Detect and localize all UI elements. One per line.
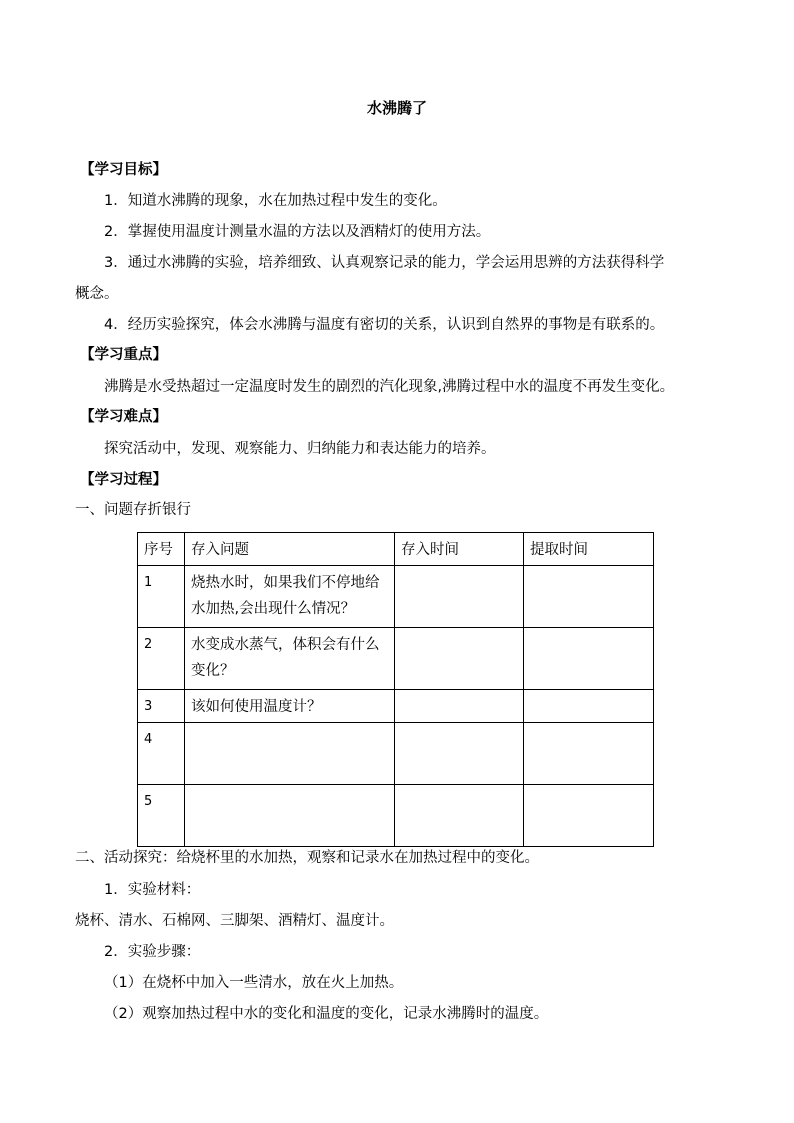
row-no: 5 <box>138 785 185 847</box>
row-no: 1 <box>138 566 185 628</box>
goals-header: 【学习目标】 <box>80 162 167 178</box>
row-withdraw <box>524 723 654 785</box>
header-cell-no: 序号 <box>138 533 185 566</box>
row-withdraw <box>524 690 654 723</box>
table-row <box>138 690 654 723</box>
goal-item: 1．知道水沸腾的现象，水在加热过程中发生的变化。 <box>104 193 447 209</box>
step-item: （2）观察加热过程中水的变化和温度的变化，记录水沸腾时的温度。 <box>104 1006 549 1022</box>
row-deposit <box>395 785 524 847</box>
part2-title: 二、活动探究：给烧杯里的水加热，观察和记录水在加热过程中的变化。 <box>75 850 539 866</box>
goal-item: 4．经历实验探究，体会水沸腾与温度有密切的关系，认识到自然界的事物是有联系的。 <box>104 317 665 333</box>
header-cell-deposit-time: 存入时间 <box>395 533 524 566</box>
row-question: 该如何使用温度计？ <box>185 690 395 723</box>
step-item: （1）在烧杯中加入一些清水，放在火上加热。 <box>104 975 404 991</box>
table-row <box>138 723 654 785</box>
row-question <box>185 723 395 785</box>
row-withdraw <box>524 566 654 628</box>
header-cell-question: 存入问题 <box>185 533 395 566</box>
row-deposit <box>395 628 524 690</box>
row-question: 烧热水时，如果我们不停地给水加热,会出现什么情况？ <box>185 566 395 628</box>
page-title: 水沸腾了 <box>366 99 427 117</box>
goal-item: 3．通过水沸腾的实验，培养细致、认真观察记录的能力，学会运用思辨的方法获得科学 <box>104 255 665 271</box>
process-header: 【学习过程】 <box>80 472 167 488</box>
steps-label: 2．实验步骤： <box>104 944 201 960</box>
row-no: 2 <box>138 628 185 690</box>
row-question <box>185 785 395 847</box>
key-text: 沸腾是水受热超过一定温度时发生的剧烈的汽化现象,沸腾过程中水的温度不再发生变化。 <box>104 379 675 395</box>
row-no: 4 <box>138 723 185 785</box>
table-row <box>138 628 654 690</box>
goal-item: 2．掌握使用温度计测量水温的方法以及酒精灯的使用方法。 <box>104 224 491 240</box>
question-bank-table <box>137 532 654 847</box>
table-row <box>138 785 654 847</box>
row-no: 3 <box>138 690 185 723</box>
materials-label: 1．实验材料： <box>104 882 201 898</box>
difficult-text: 探究活动中，发现、观察能力、归纳能力和表达能力的培养。 <box>104 441 496 457</box>
row-deposit <box>395 690 524 723</box>
key-header: 【学习重点】 <box>80 347 167 363</box>
row-question: 水变成水蒸气，体积会有什么变化？ <box>185 628 395 690</box>
row-withdraw <box>524 785 654 847</box>
table-row <box>138 566 654 628</box>
table-header-row <box>138 533 654 566</box>
materials-text: 烧杯、清水、石棉网、三脚架、酒精灯、温度计。 <box>75 913 394 929</box>
row-deposit <box>395 566 524 628</box>
header-cell-withdraw-time: 提取时间 <box>524 533 654 566</box>
part1-title: 一、问题存折银行 <box>75 502 191 518</box>
row-withdraw <box>524 628 654 690</box>
goal-item-continued: 概念。 <box>75 286 119 302</box>
row-deposit <box>395 723 524 785</box>
difficult-header: 【学习难点】 <box>80 409 167 425</box>
